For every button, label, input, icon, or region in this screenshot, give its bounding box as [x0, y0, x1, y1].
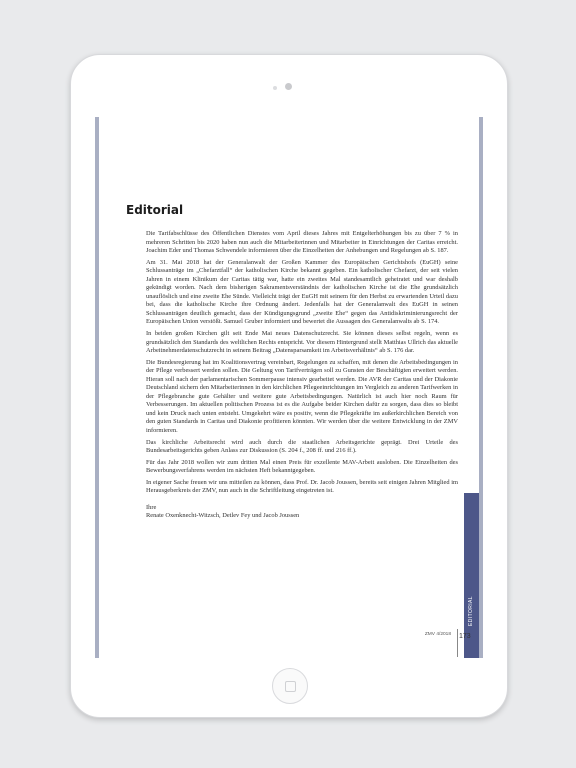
front-camera-icon — [285, 83, 292, 90]
right-accent-stripe — [479, 117, 483, 658]
footer-divider — [457, 629, 458, 657]
signature-greeting: Ihre — [146, 503, 157, 511]
signature-block — [146, 504, 458, 521]
paragraph: In beiden großen Kirchen gilt seit Ende Mai neues Datenschutzrecht. Sie können dieses selbst regeln, wenn es grundsätzlich den Standards des weltlichen Rechts entspricht. Vor diesem Hintergrund stellt Matthias Ullrich das aktuelle Arbeitnehmerdatenschutzrecht in seinem Beitrag „Datensparsamkeit im Arbeitsverhältnis“ ab S. 176 dar. — [146, 330, 458, 355]
paragraph: Am 31. Mai 2018 hat der Generalanwalt der Großen Kammer des Europäischen Gerichtshofs (EuGH) seine Schlussanträge im „Chefarztfall“ der katholischen Kirche bekannt gegeben. Ein katholischer Chefarzt, der seit vielen Jahren in einem Klinikum der Caritas tätig war, hatte ein zweites Mal standesamtlich geheiratet und war deshalb gekündigt worden. Nach dem bisherigen Sakramentsverständnis der katholischen Kirche ist die Ehe grundsätzlich unauflöslich und eine zweite Ehe Sünde. Vielleicht trägt der EuGH mit seinem für den Herbst zu erwartenden Urteil dazu bei, dass die katholische Kirche ihre Ordnung ändert. Jedenfalls hat der Generalanwalt des EuGH in seinen Schlussanträgen deutlich gemacht, dass der Kündigungsgrund „zweite Ehe“ gegen das Antidiskriminierungsrecht der Europäischen Union verstößt. Samuel Gruber informiert und bewertet die Aussagen des Generalanwalts ab S. 174. — [146, 258, 458, 326]
page-title: Editorial — [126, 203, 184, 217]
paragraph: Die Bundesregierung hat im Koalitionsvertrag vereinbart, Regelungen zu schaffen, mit denen die Arbeitsbedingungen in der Pflege verbessert werden sollen. Die Geltung von Tarifverträgen soll zu Gunsten der Beschäftigten erweitert werden. Hieran soll nach der parlamentarischen Sommerpause intensiv gearbeitet werden. Die AVR der Caritas und der Diakonie Deutschland sichern den Mitarbeiterinnen in den kirchlichen Pflegeeinrichtungen im Vergleich zu anderen Tarifwerken in der Pflegebranche gute Gehälter und weitere gute Arbeitsbedingungen. Natürlich ist auch hier noch Raum für Verbesserungen. Im aktuellen politischen Prozess ist es die Aufgabe beider Kirchen dafür zu sorgen, dass dies so bleibt und kein Druck nach unten entsteht. Umgekehrt wäre es positiv, wenn die Pflegekräfte im außerkirchlichen Bereich von den guten Standards in Caritas und Diakonie profitieren könnten. Wir werden über die weitere Entwicklung in der ZMV informieren. — [146, 358, 458, 435]
document-page[interactable] — [95, 117, 483, 658]
signature-names: Renate Oxenknecht-Witzsch, Detlev Fey und Jacob Joussen — [146, 512, 300, 520]
home-button-icon — [285, 681, 296, 692]
home-button[interactable] — [272, 668, 308, 704]
page-number: 173 — [459, 633, 471, 640]
paragraph: Für das Jahr 2018 wollen wir zum dritten Mal einen Preis für exzellente MAV-Arbeit ausloben. Die Einzelheiten des Bewerbungsverfahrens werden im nächsten Heft bekanntgegeben. — [146, 458, 458, 475]
paragraph: Die Tarifabschlüsse des Öffentlichen Dienstes vom April dieses Jahres mit Entgelterhöhungen bis zu über 7 % in mehreren Schritten bis 2020 haben nun auch die Mitarbeiterinnen und Mitarbeiter in Einrichtungen der Caritas erreicht. Joachim Eder und Thomas Schwendele informieren über die Einzelheiten der Anhebungen und Regelungen ab S. 187. — [146, 230, 458, 255]
speaker-icon — [273, 86, 277, 90]
paragraph: In eigener Sache freuen wir uns mitteilen zu können, dass Prof. Dr. Jacob Joussen, bereits seit einigen Jahren Mitglied im Herausgeberkreis der ZMV, nun auch in die Schriftleitung eingetreten ist. — [146, 478, 458, 495]
left-accent-stripe — [95, 117, 99, 658]
paragraph: Das kirchliche Arbeitsrecht wird auch durch die staatlichen Arbeitsgerichte geprägt. Drei Urteile des Bundesarbeitsgerichts geben Anlass zur Diskussion (S. 204 f., 208 ff. und 216 ff.). — [146, 438, 458, 455]
side-tab-label: EDITORIAL — [468, 596, 474, 626]
issue-label: ZMV 4/2018 — [424, 632, 451, 637]
article-body — [146, 230, 458, 521]
tablet-frame — [70, 54, 508, 718]
